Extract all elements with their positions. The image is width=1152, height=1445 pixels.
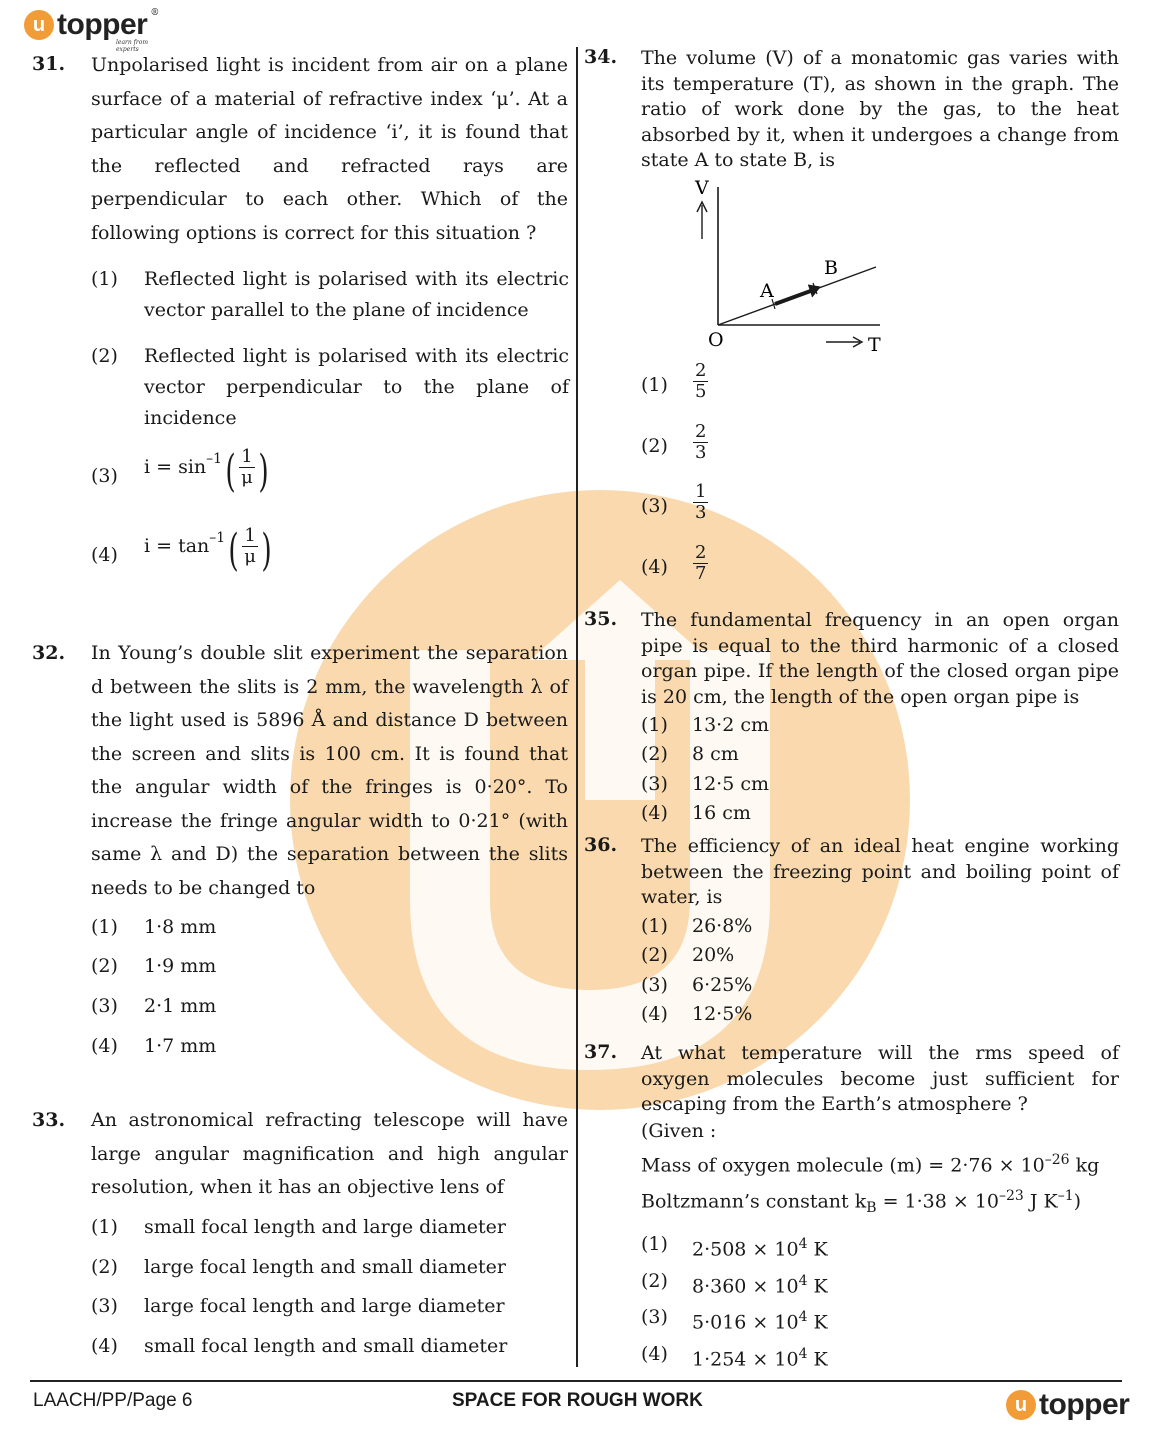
q34-number: 34. — [584, 46, 618, 68]
option-number: (2) — [91, 345, 118, 367]
q34-option-1[interactable] — [641, 360, 741, 415]
boltz-exponent: –23 — [999, 1188, 1024, 1204]
formula-prefix: i = tan — [144, 535, 210, 557]
graph-label-v: V — [695, 177, 709, 199]
option-fraction: $\frac{2}{7}$ — [695, 542, 707, 584]
option-number: (1) — [641, 714, 668, 736]
q33-option-1[interactable] — [91, 1212, 569, 1243]
q32-option-1[interactable] — [91, 912, 391, 943]
option-number: (4) — [91, 544, 118, 566]
option-number: (3) — [641, 974, 668, 996]
option-text: 26·8% — [692, 915, 753, 937]
paren-left: ( — [225, 446, 236, 497]
boltz-sub: B — [866, 1200, 877, 1217]
q31-option-3[interactable] — [91, 447, 569, 507]
q36-option-2[interactable] — [641, 940, 841, 970]
option-number: (1) — [641, 915, 668, 937]
option-number: (4) — [641, 556, 668, 578]
option-fraction: $\frac{2}{3}$ — [695, 421, 707, 463]
option-text: $2\cdot 508 \times 10^4$ K — [692, 1236, 828, 1261]
option-text: small focal length and large diameter — [144, 1216, 506, 1238]
option-formula — [144, 446, 272, 497]
logo-badge-icon: u — [1006, 1390, 1036, 1420]
q32-option-3[interactable] — [91, 991, 391, 1022]
q31-option-1[interactable] — [91, 264, 569, 326]
option-text: Reflected light is polarised with its electric vector parallel to the plane of incidence — [144, 268, 569, 321]
option-number: (2) — [91, 955, 118, 977]
q35-option-4[interactable] — [641, 798, 841, 828]
option-text: large focal length and large diameter — [144, 1295, 505, 1317]
q32-text: In Young’s double slit experiment the separation d between the slits is 2 mm, the wavelength λ of the light used is 5896 Å and distance D between the screen and slits is 100 cm. It is found that the angular width of the fringes is 0·20°. To increase the fringe angular width to 0·21° (with same λ and D) the separation between the slits needs to be changed to — [91, 642, 568, 899]
option-text: Reflected light is polarised with its electric vector perpendicular to the plane of incidence — [144, 345, 569, 429]
footer-rule — [30, 1380, 1122, 1382]
q36-option-3[interactable] — [641, 970, 841, 1000]
q31-option-2[interactable] — [91, 341, 569, 434]
q34-text: The volume (V) of a monatomic gas varies with its temperature (T), as shown in the graph. The ratio of work done by the gas, to the heat absorbed by it, when it undergoes a change from state A to state B, is — [641, 47, 1119, 171]
option-number: (3) — [641, 1306, 668, 1328]
footer-logo — [1006, 1388, 1129, 1422]
q37-mass-line — [641, 1152, 1099, 1176]
q34-option-4[interactable] — [641, 542, 741, 597]
option-number: (4) — [641, 1343, 668, 1365]
option-fraction: $\frac{2}{5}$ — [695, 360, 707, 402]
q32-option-4[interactable] — [91, 1031, 391, 1062]
q35-option-2[interactable] — [641, 739, 841, 769]
option-text: 6·25% — [692, 974, 753, 996]
option-number: (2) — [641, 435, 668, 457]
boltz-unit-exponent: –1 — [1057, 1188, 1074, 1204]
logo-reg: ® — [150, 8, 160, 18]
option-number: (1) — [641, 374, 668, 396]
option-text: 1·7 mm — [144, 1035, 217, 1057]
q36-option-1[interactable] — [641, 911, 841, 941]
option-number: (4) — [641, 802, 668, 824]
formula-sup: –1 — [206, 451, 223, 467]
column-divider — [576, 47, 578, 1367]
q36-option-4[interactable] — [641, 999, 841, 1029]
q34-vt-graph — [680, 175, 900, 360]
option-text: 12·5% — [692, 1003, 753, 1025]
paren-right: ) — [258, 446, 269, 497]
graph-ab-segment — [775, 289, 816, 304]
option-number: (2) — [641, 944, 668, 966]
q37-option-3[interactable] — [641, 1302, 901, 1334]
option-text: 1·8 mm — [144, 916, 217, 938]
mass-exponent: –26 — [1044, 1152, 1070, 1168]
q35-text: The fundamental frequency in an open organ pipe is equal to the third harmonic of a closed organ pipe. If the length of the closed organ pipe is 20 cm, the length of the open organ pipe is — [641, 609, 1119, 708]
option-text: large focal length and small diameter — [144, 1256, 506, 1278]
q31-option-4[interactable] — [91, 526, 569, 586]
option-number: (3) — [91, 465, 118, 487]
mass-unit: kg — [1069, 1154, 1100, 1177]
q31-number: 31. — [32, 53, 66, 75]
mass-text: Mass of oxygen molecule (m) = 2·76 × 10 — [641, 1154, 1045, 1177]
q33-option-3[interactable] — [91, 1291, 569, 1322]
logo-badge-icon: u — [24, 10, 54, 40]
q34-option-2[interactable] — [641, 421, 741, 476]
option-text: 20% — [692, 944, 735, 966]
q35-number: 35. — [584, 608, 618, 630]
option-fraction: $\frac{1}{3}$ — [695, 481, 707, 523]
q33-text: An astronomical refracting telescope will have large angular magnification and high angular resolution, when it has an objective lens of — [91, 1109, 568, 1198]
fraction: $\frac{1}{\mu}$ — [241, 446, 253, 488]
option-formula — [144, 525, 275, 576]
q31-text: Unpolarised light is incident from air on a plane surface of a material of refractive index ‘μ’. At a particular angle of incidence ‘i’, it is found that the reflected and refracted rays are perpendicular to each other. Which of the following options is correct for this situation ? — [91, 54, 568, 244]
option-text: 2·1 mm — [144, 995, 217, 1017]
formula-prefix: i = sin — [144, 456, 207, 478]
boltz-value: = 1·38 × 10 — [876, 1190, 1000, 1213]
option-text: $1\cdot 254 \times 10^4$ K — [692, 1346, 828, 1371]
option-text: 1·9 mm — [144, 955, 217, 977]
option-number: (4) — [91, 1335, 118, 1357]
q37-option-1[interactable] — [641, 1229, 901, 1261]
graph-label-b: B — [824, 257, 838, 279]
fraction: $\frac{1}{\mu}$ — [244, 525, 256, 567]
boltz-close: ) — [1073, 1190, 1082, 1213]
footer-page-id: LAACH/PP/Page 6 — [33, 1390, 193, 1411]
q37-boltzmann-line — [641, 1188, 1081, 1216]
logo-word: topper — [57, 8, 148, 41]
q35-option-3[interactable] — [641, 769, 841, 799]
option-number: (1) — [91, 916, 118, 938]
q36-text: The efficiency of an ideal heat engine working between the freezing point and boiling point of water, is — [641, 835, 1119, 908]
option-text: 12·5 cm — [692, 773, 770, 795]
q37-option-4[interactable] — [641, 1339, 901, 1371]
q37-text: At what temperature will the rms speed of oxygen molecules become just sufficient for escaping from the Earth’s atmosphere ? — [641, 1042, 1119, 1115]
option-number: (2) — [91, 1256, 118, 1278]
option-number: (3) — [641, 495, 668, 517]
boltz-text: Boltzmann’s constant k — [641, 1190, 867, 1213]
q32-number: 32. — [32, 642, 66, 664]
q35-option-1[interactable] — [641, 710, 841, 740]
paren-right: ) — [261, 525, 272, 576]
footer-rough-work: SPACE FOR ROUGH WORK — [452, 1390, 703, 1411]
option-text: $5\cdot 016 \times 10^4$ K — [692, 1309, 828, 1334]
header-logo — [24, 8, 160, 53]
option-number: (3) — [91, 1295, 118, 1317]
q33-option-2[interactable] — [91, 1252, 569, 1283]
formula-sup: –1 — [209, 530, 226, 546]
option-text: 8 cm — [692, 743, 739, 765]
logo-tagline: learn from experts — [116, 39, 149, 53]
option-number: (2) — [641, 1270, 668, 1292]
graph-label-o: O — [708, 329, 724, 351]
option-number: (3) — [91, 995, 118, 1017]
option-text: 16 cm — [692, 802, 751, 824]
q32-option-2[interactable] — [91, 951, 391, 982]
logo-word: topper — [1039, 1388, 1130, 1421]
boltz-unit: J K — [1023, 1190, 1058, 1213]
q36-number: 36. — [584, 834, 618, 856]
graph-label-a: A — [760, 280, 774, 302]
q37-option-2[interactable] — [641, 1266, 901, 1298]
option-text: $8\cdot 360 \times 10^4$ K — [692, 1273, 828, 1298]
q37-given-label: (Given : — [641, 1120, 717, 1142]
option-number: (2) — [641, 743, 668, 765]
q34-option-3[interactable] — [641, 481, 741, 536]
paren-left: ( — [228, 525, 239, 576]
q33-option-4[interactable] — [91, 1331, 569, 1362]
q33-number: 33. — [32, 1109, 66, 1131]
option-text: 13·2 cm — [692, 714, 770, 736]
option-number: (3) — [641, 773, 668, 795]
graph-label-t: T — [868, 334, 881, 356]
option-number: (4) — [91, 1035, 118, 1057]
option-number: (1) — [641, 1233, 668, 1255]
option-number: (4) — [641, 1003, 668, 1025]
option-number: (1) — [91, 1216, 118, 1238]
q37-number: 37. — [584, 1041, 618, 1063]
option-number: (1) — [91, 268, 118, 290]
option-text: small focal length and small diameter — [144, 1335, 508, 1357]
